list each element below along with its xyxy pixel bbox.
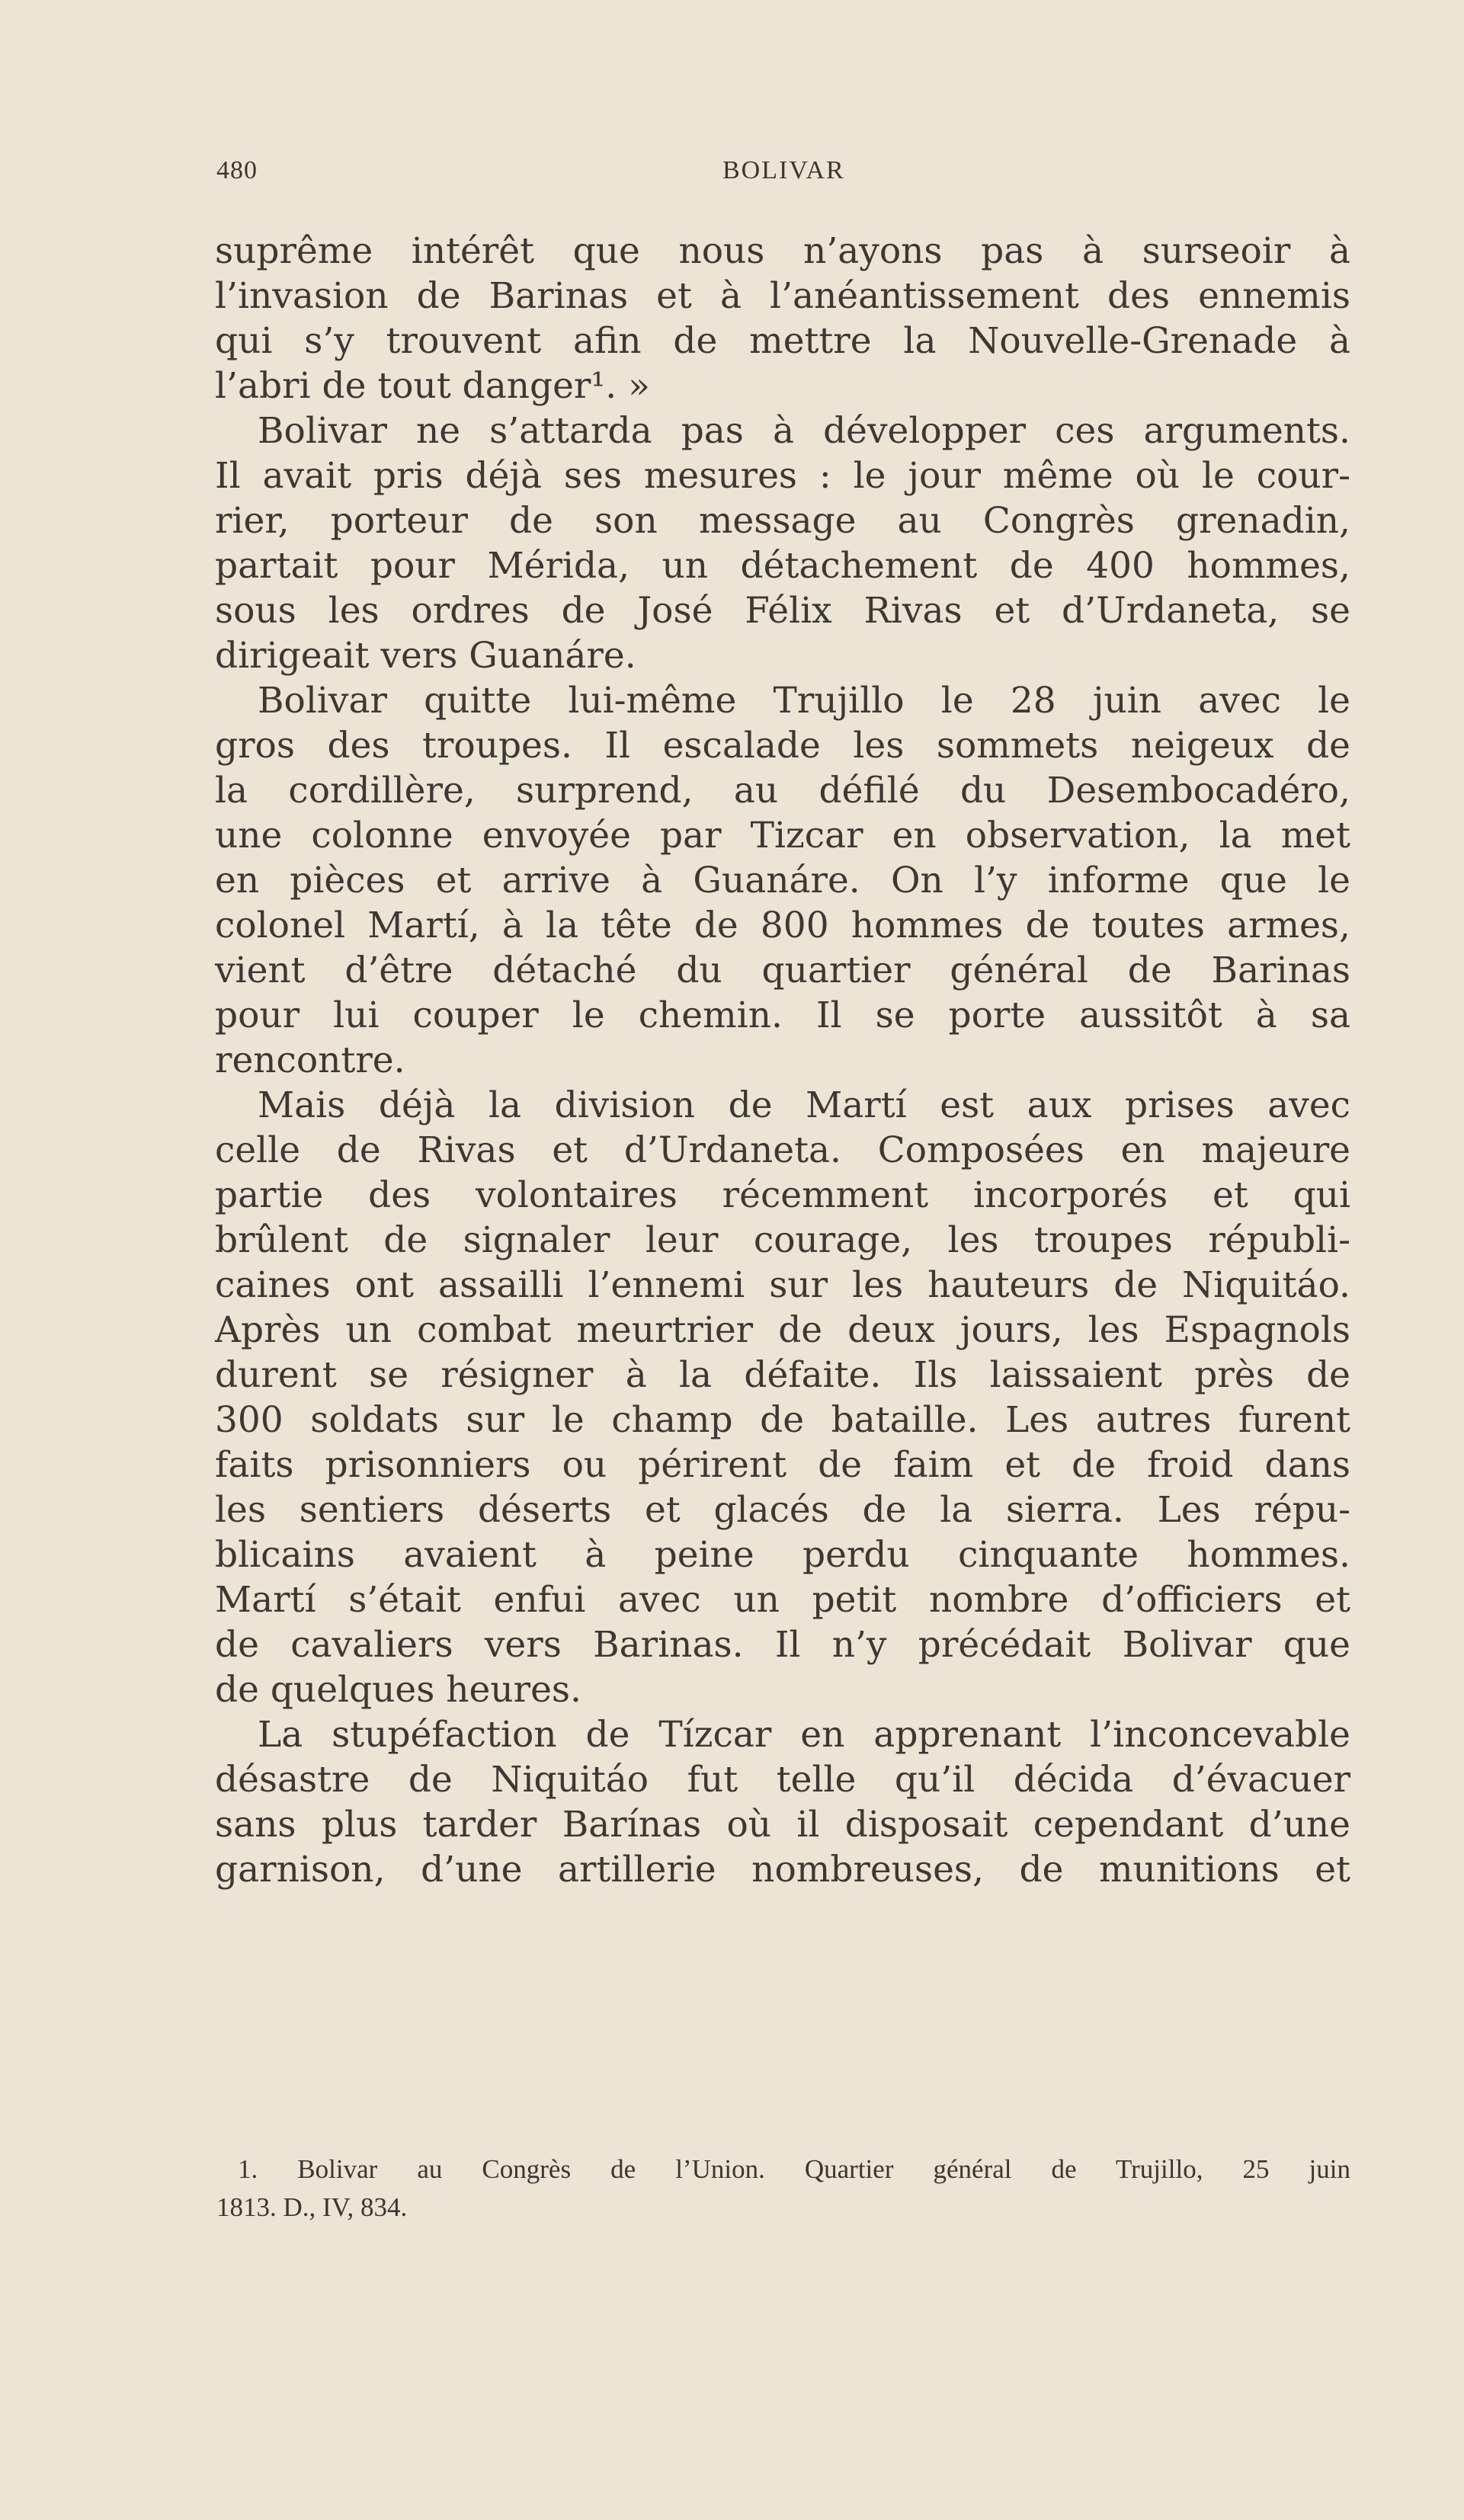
text-line: Il avait pris déjà ses mesures : le jour même où le cour- xyxy=(215,455,1350,497)
text-line: blicains avaient à peine perdu cinquante hommes. xyxy=(215,1534,1350,1576)
text-line: vient d’être détaché du quartier général de Barinas xyxy=(215,949,1350,991)
text-line: une colonne envoyée par Tizcar en observation, la met xyxy=(215,815,1350,857)
text-line: celle de Rivas et d’Urdaneta. Composées en majeure xyxy=(215,1129,1350,1171)
text-line: Bolivar ne s’attarda pas à développer ces arguments. xyxy=(258,410,1350,452)
text-line: en pièces et arrive à Guanáre. On l’y informe que le xyxy=(215,860,1350,901)
text-line: faits prisonniers ou périrent de faim et de froid dans xyxy=(215,1444,1350,1486)
text-line: la cordillère, surprend, au défilé du Desembocadéro, xyxy=(215,770,1350,812)
text-line: Mais déjà la division de Martí est aux prises avec xyxy=(258,1084,1350,1126)
text-line: Bolivar quitte lui-même Trujillo le 28 juin avec le xyxy=(258,680,1350,722)
text-line: gros des troupes. Il escalade les sommets neigeux de xyxy=(215,725,1350,767)
footnote-line: 1813. D., IV, 834. xyxy=(216,2192,408,2222)
page-header xyxy=(216,156,1350,194)
text-line: partie des volontaires récemment incorporés et qui xyxy=(215,1174,1350,1216)
running-title: BOLIVAR xyxy=(722,156,845,184)
text-line: colonel Martí, à la tête de 800 hommes de toutes armes, xyxy=(215,905,1350,946)
text-line: sans plus tarder Barínas où il disposait cependant d’une xyxy=(215,1804,1350,1846)
text-line: les sentiers déserts et glacés de la sierra. Les répu- xyxy=(215,1489,1350,1531)
footnotes xyxy=(216,2150,1350,2227)
text-line: dirigeait vers Guanáre. xyxy=(215,635,636,677)
text-line: La stupéfaction de Tízcar en apprenant l’inconcevable xyxy=(258,1714,1350,1756)
text-line: qui s’y trouvent afin de mettre la Nouvelle-Grenade à xyxy=(215,320,1350,362)
text-line: l’abri de tout danger¹. » xyxy=(215,365,650,407)
text-line: suprême intérêt que nous n’ayons pas à surseoir à xyxy=(215,230,1350,272)
text-line: partait pour Mérida, un détachement de 400 hommes, xyxy=(215,545,1350,587)
text-line: caines ont assailli l’ennemi sur les hauteurs de Niquitáo. xyxy=(215,1264,1350,1306)
text-line: garnison, d’une artillerie nombreuses, de munitions et xyxy=(215,1849,1350,1891)
footnote-line: 1. Bolivar au Congrès de l’Union. Quartier général de Trujillo, 25 juin xyxy=(238,2154,1350,2184)
text-line: rier, porteur de son message au Congrès grenadin, xyxy=(215,500,1350,542)
text-line: rencontre. xyxy=(215,1039,405,1081)
page-number: 480 xyxy=(216,156,258,184)
text-line: Martí s’était enfui avec un petit nombre d’officiers et xyxy=(215,1579,1350,1621)
text-line: désastre de Niquitáo fut telle qu’il décida d’évacuer xyxy=(215,1759,1350,1801)
body-text xyxy=(215,229,1350,1892)
text-line: 300 soldats sur le champ de bataille. Les autres furent xyxy=(215,1399,1350,1441)
text-line: l’invasion de Barinas et à l’anéantissement des ennemis xyxy=(215,275,1350,317)
text-line: de quelques heures. xyxy=(215,1669,581,1711)
text-line: Après un combat meurtrier de deux jours, les Espagnols xyxy=(215,1309,1350,1351)
text-line: sous les ordres de José Félix Rivas et d’Urdaneta, se xyxy=(215,590,1350,632)
text-line: de cavaliers vers Barinas. Il n’y précédait Bolivar que xyxy=(215,1624,1350,1666)
text-line: pour lui couper le chemin. Il se porte aussitôt à sa xyxy=(215,994,1350,1036)
text-line: durent se résigner à la défaite. Ils laissaient près de xyxy=(215,1354,1350,1396)
text-line: brûlent de signaler leur courage, les troupes républi- xyxy=(215,1219,1350,1261)
